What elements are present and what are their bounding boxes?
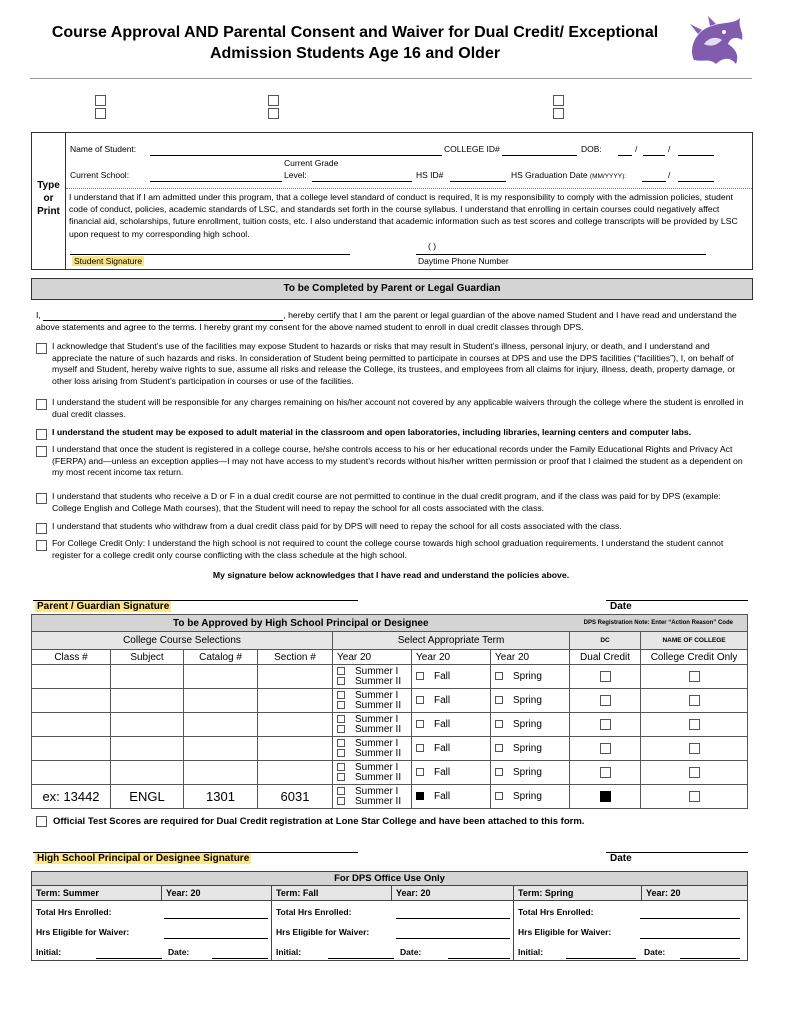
summer-cell	[333, 689, 412, 713]
summer2-label: Summer II	[355, 675, 402, 687]
grad-date-text: HS Graduation Date	[511, 170, 588, 180]
phone-field[interactable]	[416, 243, 706, 255]
summer1-label: Summer I	[355, 785, 399, 797]
column-header-row	[32, 650, 748, 665]
col-year-spring: Year 20	[491, 650, 570, 665]
college-name-header: NAME OF COLLEGE	[641, 632, 748, 650]
phone-label: Daytime Phone Number	[418, 256, 509, 266]
spring-label: Spring	[513, 670, 542, 682]
print-label: Print	[37, 206, 60, 217]
grade-level-field[interactable]	[312, 169, 412, 182]
summer1-checkbox[interactable]	[337, 787, 345, 795]
dps-summer-block	[32, 901, 272, 961]
summer2-checkbox[interactable]	[337, 725, 345, 733]
parent-signature-text: Parent / Guardian Signature	[37, 601, 170, 612]
section-cell[interactable]	[258, 689, 333, 713]
ack-checkbox[interactable]	[36, 399, 47, 410]
college-credit-cell	[641, 761, 748, 785]
subject-cell[interactable]	[111, 689, 184, 713]
fall-checkbox[interactable]	[416, 696, 424, 704]
college-credit-checkbox[interactable]	[689, 743, 700, 754]
year-fall: Year: 20	[392, 886, 514, 901]
col-year-fall: Year 20	[412, 650, 491, 665]
col-class: Class #	[32, 650, 111, 665]
subject-cell[interactable]	[111, 713, 184, 737]
ack-checkbox[interactable]	[36, 343, 47, 354]
form-title-line2: Admission Students Age 16 and Older	[209, 45, 501, 62]
ack-checkbox[interactable]	[36, 429, 47, 440]
option-checkbox[interactable]	[553, 95, 564, 106]
year-summer: Year: 20	[162, 886, 272, 901]
dual-credit-cell	[570, 689, 641, 713]
parent-signature-field[interactable]	[33, 590, 358, 601]
class-cell[interactable]	[32, 713, 111, 737]
ack-checkbox[interactable]	[36, 540, 47, 551]
spring-checkbox[interactable]	[495, 672, 503, 680]
initial-label: Initial:	[276, 947, 302, 957]
section-divider	[66, 188, 752, 189]
class-cell[interactable]	[32, 689, 111, 713]
fall-cell	[412, 785, 491, 809]
student-name-field[interactable]	[150, 143, 442, 156]
current-school-label: Current School:	[70, 170, 130, 180]
spring-label: Spring	[513, 718, 542, 730]
ack-item	[36, 538, 752, 561]
ack-text: For College Credit Only: I understand the high school is not required to count the college course towards high school graduation requirements. I understand the student cannot register for a college credit only course conflicting with the class schedule at the high school.	[52, 538, 724, 560]
college-credit-checkbox[interactable]	[689, 695, 700, 706]
initial-label: Initial:	[36, 947, 62, 957]
ack-item	[36, 444, 752, 479]
table-row	[32, 737, 748, 761]
summer2-label: Summer II	[355, 795, 402, 807]
summer2-checkbox[interactable]	[337, 749, 345, 757]
select-term-header: Select Appropriate Term	[333, 632, 570, 650]
dual-credit-cell	[570, 785, 641, 809]
date-field[interactable]	[680, 947, 740, 959]
dps-office-table	[31, 871, 747, 961]
fall-cell	[412, 761, 491, 785]
summer2-checkbox[interactable]	[337, 701, 345, 709]
dob-year-field[interactable]	[678, 143, 714, 156]
college-credit-checkbox[interactable]	[689, 671, 700, 682]
ack-text: I understand that students who receive a D or F in a dual credit course are not permitted to continue in the dual credit program, and if the class was paid for by DPS (example: College English and College Math courses), that the Student will need to repay the school for all costs associated with the class.	[52, 491, 721, 513]
col-section: Section #	[258, 650, 333, 665]
grad-year-field[interactable]	[678, 169, 714, 182]
fall-label: Fall	[434, 742, 451, 754]
spring-cell	[491, 665, 570, 689]
student-section	[31, 132, 753, 270]
example-subject: ENGL	[111, 785, 184, 809]
summer2-option	[337, 701, 411, 711]
col-catalog: Catalog #	[184, 650, 258, 665]
college-credit-cell	[641, 713, 748, 737]
student-signature-text: Student Signature	[74, 256, 143, 266]
date-label: Date:	[400, 947, 422, 957]
ack-item	[36, 341, 752, 387]
summer2-label: Summer II	[355, 747, 402, 759]
catalog-cell[interactable]	[184, 737, 258, 761]
college-credit-checkbox[interactable]	[689, 791, 700, 802]
dob-day-field[interactable]	[643, 143, 665, 156]
summer-cell	[333, 785, 412, 809]
fall-label: Fall	[434, 766, 451, 778]
college-credit-cell	[641, 665, 748, 689]
dps-header: For DPS Office Use Only	[32, 872, 748, 886]
section-cell[interactable]	[258, 761, 333, 785]
spring-cell	[491, 689, 570, 713]
date-label: Date:	[168, 947, 190, 957]
college-credit-cell	[641, 689, 748, 713]
initial-field[interactable]	[96, 947, 162, 959]
fall-label: Fall	[434, 694, 451, 706]
section-cell[interactable]	[258, 665, 333, 689]
section-cell[interactable]	[258, 713, 333, 737]
term-spring: Term: Spring	[514, 886, 642, 901]
fall-checkbox[interactable]	[416, 720, 424, 728]
table-row	[32, 665, 748, 689]
fall-cell	[412, 737, 491, 761]
dual-credit-checkbox[interactable]	[600, 671, 611, 682]
option-checkbox[interactable]	[553, 108, 564, 119]
col-subject: Subject	[111, 650, 184, 665]
summer2-option	[337, 797, 411, 807]
summer2-checkbox[interactable]	[337, 677, 345, 685]
summer2-checkbox[interactable]	[337, 773, 345, 781]
dual-credit-checkbox-checked[interactable]	[600, 791, 611, 802]
fall-checkbox-checked[interactable]	[416, 792, 424, 800]
catalog-cell[interactable]	[184, 665, 258, 689]
term-summer: Term: Summer	[32, 886, 162, 901]
dual-credit-checkbox[interactable]	[600, 743, 611, 754]
hrs-eligible-field[interactable]	[640, 927, 740, 939]
subject-cell[interactable]	[111, 737, 184, 761]
fall-label: Fall	[434, 790, 451, 802]
test-scores-text: Official Test Scores are required for Dual Credit registration at Lone Star College and have been attached to this form.	[53, 816, 585, 828]
dual-credit-checkbox[interactable]	[600, 767, 611, 778]
fall-checkbox[interactable]	[416, 768, 424, 776]
fall-label: Fall	[434, 718, 451, 730]
hrs-eligible-label: Hrs Eligible for Waiver:	[36, 927, 130, 937]
summer2-label: Summer II	[355, 723, 402, 735]
grad-separator: /	[668, 170, 671, 180]
title-divider	[30, 78, 752, 79]
spring-label: Spring	[513, 790, 542, 802]
summer1-checkbox[interactable]	[337, 763, 345, 771]
current-school-field[interactable]	[150, 169, 282, 182]
catalog-cell[interactable]	[184, 713, 258, 737]
or-label: or	[43, 193, 54, 204]
student-signature-label	[72, 256, 144, 266]
parent-name-field[interactable]	[43, 310, 283, 321]
ack-text: I understand that once the student is registered in a college course, he/she controls access to his or her educational records under the Family Educational Rights and Privacy Act (FERPA) and—unless an exception applies—I may not have access to my student’s records without his/her written permission or proof that I claimed the student as a dependent on my most recent income tax return.	[52, 444, 743, 477]
dob-separator: /	[668, 144, 671, 154]
ack-text: I understand the student will be responsible for any charges remaining on his/her account not covered by any applicable waivers through the college where the student is enrolled in dual credit classes.	[52, 397, 744, 419]
summer1-checkbox[interactable]	[337, 691, 345, 699]
class-cell[interactable]	[32, 761, 111, 785]
fall-cell	[412, 689, 491, 713]
dps-note: DPS Registration Note: Enter “Action Reason” Code	[570, 615, 748, 632]
dual-credit-cell	[570, 761, 641, 785]
table-row	[32, 713, 748, 737]
subject-cell[interactable]	[111, 665, 184, 689]
college-id-field[interactable]	[502, 143, 577, 156]
fall-checkbox[interactable]	[416, 672, 424, 680]
summer-cell	[333, 737, 412, 761]
college-credit-cell	[641, 737, 748, 761]
approval-table	[31, 614, 747, 809]
grade-level-label: Level:	[284, 170, 307, 180]
dual-credit-checkbox[interactable]	[600, 695, 611, 706]
college-credit-cell	[641, 785, 748, 809]
ack-checkbox[interactable]	[36, 446, 47, 457]
test-scores-checkbox[interactable]	[36, 816, 47, 827]
col-dual-credit: Dual Credit	[570, 650, 641, 665]
initial-label: Initial:	[518, 947, 544, 957]
dob-month-field[interactable]	[618, 143, 632, 156]
example-section: 6031	[258, 785, 333, 809]
spring-checkbox[interactable]	[495, 744, 503, 752]
dual-credit-checkbox[interactable]	[600, 719, 611, 730]
dps-spring-block	[514, 901, 748, 961]
college-id-label: COLLEGE ID#	[444, 144, 500, 154]
summer2-option	[337, 725, 411, 735]
fall-checkbox[interactable]	[416, 744, 424, 752]
year-spring: Year: 20	[642, 886, 748, 901]
col-college-credit-only: College Credit Only	[641, 650, 748, 665]
subject-cell[interactable]	[111, 761, 184, 785]
form-title-line1: Course Approval AND Parental Consent and Waiver for Dual Credit/ Exceptional	[51, 24, 659, 41]
hrs-eligible-field[interactable]	[396, 927, 510, 939]
spring-checkbox[interactable]	[495, 720, 503, 728]
hrs-eligible-field[interactable]	[164, 927, 268, 939]
ack-item	[36, 397, 752, 420]
date-field[interactable]	[448, 947, 510, 959]
catalog-cell[interactable]	[184, 689, 258, 713]
spring-checkbox[interactable]	[495, 792, 503, 800]
dob-label: DOB:	[581, 144, 602, 154]
certify-text: , hereby certify that I am the parent or legal guardian of the above named Student and I have read and understand the above statements and agree to the terms. I hereby grant my consent for the above named student to enroll in dual credit classes through DPS.	[36, 310, 737, 332]
hs-id-label: HS ID#	[416, 170, 444, 180]
example-class: ex: 13442	[32, 785, 111, 809]
option-checkbox[interactable]	[268, 108, 279, 119]
table-row	[32, 761, 748, 785]
summer2-option	[337, 773, 411, 783]
option-checkbox[interactable]	[95, 108, 106, 119]
hrs-eligible-label: Hrs Eligible for Waiver:	[518, 927, 612, 937]
summer2-checkbox[interactable]	[337, 797, 345, 805]
approval-header: To be Approved by High School Principal or Designee	[32, 615, 570, 632]
spring-cell	[491, 761, 570, 785]
ack-item	[36, 427, 752, 439]
phone-area-code: ( )	[428, 241, 437, 251]
class-cell[interactable]	[32, 665, 111, 689]
summer1-label: Summer I	[355, 761, 399, 773]
college-credit-checkbox[interactable]	[689, 767, 700, 778]
student-statement: I understand that if I am admitted under this program, that a college level standard of conduct is required, It is my responsibility to comply with the admission policies, student code of conduct, policies, academic standards of LSC, and standards set forth in the course syllabus. I understand that enrolling in certain courses could negatively affect financial aid, scholarships, future enrollment, tuition costs, etc. I also understand that academic information such as test scores and college transcripts will be provided by LSC upon request to my corresponding high school.	[69, 192, 738, 239]
summer2-option	[337, 749, 411, 759]
date-label: Date:	[644, 947, 666, 957]
parent-certification	[36, 309, 752, 333]
ack-item	[36, 521, 752, 533]
principal-signature-label	[35, 853, 251, 864]
date-field[interactable]	[212, 947, 268, 959]
class-cell[interactable]	[32, 737, 111, 761]
option-checkbox[interactable]	[268, 95, 279, 106]
ack-item	[36, 491, 752, 514]
fall-cell	[412, 713, 491, 737]
grad-month-field[interactable]	[642, 169, 666, 182]
principal-signature-field[interactable]	[33, 842, 358, 853]
ack-checkbox[interactable]	[36, 493, 47, 504]
dragon-logo-icon	[684, 14, 748, 70]
total-hrs-field[interactable]	[396, 907, 510, 919]
parent-section-header: To be Completed by Parent or Legal Guardian	[31, 278, 753, 300]
summer1-checkbox[interactable]	[337, 667, 345, 675]
ack-text: I understand the student may be exposed to adult material in the classroom and open laboratories, including libraries, learning centers and computer labs.	[52, 427, 692, 437]
total-hrs-label: Total Hrs Enrolled:	[518, 907, 594, 917]
summer-cell	[333, 761, 412, 785]
dual-credit-cell	[570, 665, 641, 689]
type-label: Type	[37, 180, 60, 191]
example-row	[32, 785, 748, 809]
form-title	[40, 22, 670, 64]
ack-checkbox[interactable]	[36, 523, 47, 534]
spring-cell	[491, 737, 570, 761]
type-or-print-label	[32, 133, 66, 269]
principal-date-field[interactable]	[606, 842, 748, 853]
initial-field[interactable]	[566, 947, 636, 959]
fall-cell	[412, 665, 491, 689]
summer2-label: Summer II	[355, 699, 402, 711]
hs-id-field[interactable]	[450, 169, 506, 182]
college-credit-checkbox[interactable]	[689, 719, 700, 730]
summer1-checkbox[interactable]	[337, 715, 345, 723]
section-cell[interactable]	[258, 737, 333, 761]
summer-cell	[333, 665, 412, 689]
catalog-cell[interactable]	[184, 761, 258, 785]
dual-credit-cell	[570, 713, 641, 737]
total-hrs-field[interactable]	[164, 907, 268, 919]
parent-date-label: Date	[610, 601, 632, 612]
spring-cell	[491, 785, 570, 809]
summer-cell	[333, 713, 412, 737]
total-hrs-label: Total Hrs Enrolled:	[276, 907, 352, 917]
grad-date-format: (MM/YYYY):	[589, 173, 627, 180]
spring-label: Spring	[513, 694, 542, 706]
dc-header: DC	[570, 632, 641, 650]
dps-fall-block	[272, 901, 514, 961]
total-hrs-label: Total Hrs Enrolled:	[36, 907, 112, 917]
student-signature-field[interactable]	[70, 243, 350, 255]
student-name-label: Name of Student:	[70, 144, 137, 154]
parent-date-field[interactable]	[606, 590, 748, 601]
col-year-summer: Year 20	[333, 650, 412, 665]
initial-field[interactable]	[328, 947, 394, 959]
spring-cell	[491, 713, 570, 737]
ack-text: I acknowledge that Student’s use of the facilities may expose Student to hazards or risks that may result in Student’s illness, personal injury, or death, and I understand and appreciate the nature of such hazards and risks. In consideration of Student being permitted to participate in courses at DPS and use the DPS facilities (“facilities”), I, on behalf of myself and Student, hereby waive rights to sue, assume all risks and release the College, its trustees, and employees from all claims for injury, illness, death, property damage, or other loss arising from Student’s participation in courses or use of the facilities.	[52, 341, 736, 386]
spring-label: Spring	[513, 742, 542, 754]
summer1-label: Summer I	[355, 665, 399, 677]
grad-date-label	[511, 170, 626, 180]
option-checkbox[interactable]	[95, 95, 106, 106]
summer2-label: Summer II	[355, 771, 402, 783]
certify-prefix: I,	[36, 310, 41, 320]
policies-note: My signature below acknowledges that I have read and understand the policies above.	[212, 570, 570, 580]
current-grade-label: Current Grade	[284, 158, 339, 168]
ack-text: I understand that students who withdraw from a dual credit class paid for by DPS will need to repay the school for all costs associated with the class.	[52, 521, 622, 531]
summer1-label: Summer I	[355, 689, 399, 701]
total-hrs-field[interactable]	[640, 907, 740, 919]
course-selections-header: College Course Selections	[32, 632, 333, 650]
spring-label: Spring	[513, 766, 542, 778]
spring-checkbox[interactable]	[495, 696, 503, 704]
dual-credit-cell	[570, 737, 641, 761]
dob-separator: /	[635, 144, 638, 154]
term-fall: Term: Fall	[272, 886, 392, 901]
principal-date-label: Date	[610, 853, 632, 864]
test-scores-note	[36, 816, 584, 827]
summer2-option	[337, 677, 411, 687]
summer1-label: Summer I	[355, 713, 399, 725]
fall-label: Fall	[434, 670, 451, 682]
summer1-checkbox[interactable]	[337, 739, 345, 747]
principal-signature-text: High School Principal or Designee Signature	[37, 853, 250, 864]
parent-signature-label	[35, 601, 171, 612]
hrs-eligible-label: Hrs Eligible for Waiver:	[276, 927, 370, 937]
spring-checkbox[interactable]	[495, 768, 503, 776]
example-catalog: 1301	[184, 785, 258, 809]
summer1-label: Summer I	[355, 737, 399, 749]
table-row	[32, 689, 748, 713]
